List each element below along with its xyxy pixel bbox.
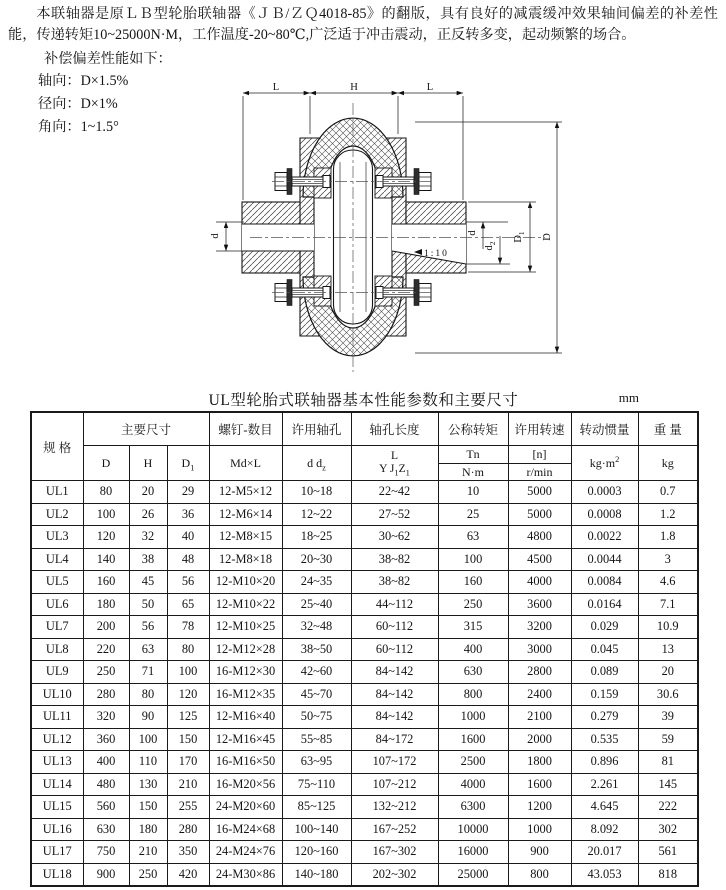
table-cell: 38	[129, 548, 167, 571]
dim-label-l-right: L	[426, 82, 434, 93]
table-cell: 818	[638, 863, 698, 886]
table-cell: 4.6	[638, 571, 698, 594]
table-cell: 400	[83, 751, 129, 774]
table-cell: UL8	[31, 638, 83, 661]
table-cell: 0.0044	[571, 548, 638, 571]
table-cell: UL16	[31, 818, 83, 841]
table-cell: 170	[167, 751, 209, 774]
table-cell: 55~85	[282, 728, 351, 751]
table-cell: 480	[83, 773, 129, 796]
table-cell: 0.089	[571, 661, 638, 684]
dim-label-d-left: d	[210, 233, 221, 239]
table-cell: 80	[129, 683, 167, 706]
table-cell: 65	[167, 593, 209, 616]
table-cell: 250	[129, 863, 167, 886]
table-cell: 400	[438, 638, 508, 661]
table-cell: 45	[129, 571, 167, 594]
table-cell: 75~110	[282, 773, 351, 796]
table-cell: 16-M12×35	[209, 683, 282, 706]
table-row	[31, 773, 698, 796]
table-cell: 1600	[508, 773, 571, 796]
spec-table	[30, 411, 699, 887]
table-cell: 32~48	[282, 616, 351, 639]
table-cell: 560	[83, 796, 129, 819]
table-cell: 38~50	[282, 638, 351, 661]
table-cell: 59	[638, 728, 698, 751]
table-cell: 130	[129, 773, 167, 796]
offset-radial: 径向：D×1%	[38, 96, 118, 112]
dim-label-d-right: d	[467, 230, 478, 236]
col-weight-unit: kg	[638, 446, 698, 481]
table-cell: 39	[638, 706, 698, 729]
table-cell: UL12	[31, 728, 83, 751]
table-cell: 81	[638, 751, 698, 774]
offset-angular: 角向：1~1.5°	[38, 119, 119, 135]
table-cell: 125	[167, 706, 209, 729]
table-cell: 20	[129, 481, 167, 504]
col-torque-sym: Tn	[438, 446, 508, 464]
table-cell: 2100	[508, 706, 571, 729]
offset-axial: 轴向：D×1.5%	[38, 73, 129, 89]
col-H: H	[129, 446, 167, 481]
dim-label-h: H	[350, 82, 358, 93]
table-cell: 30~62	[351, 526, 438, 549]
table-cell: 120~160	[282, 841, 351, 864]
table-cell: 107~212	[351, 773, 438, 796]
table-cell: 210	[167, 773, 209, 796]
table-cell: 100	[83, 503, 129, 526]
table-cell: 10	[438, 481, 508, 504]
table-cell: 0.159	[571, 683, 638, 706]
table-cell: 420	[167, 863, 209, 886]
coupling-section-drawing	[165, 78, 590, 390]
table-cell: 84~172	[351, 728, 438, 751]
table-cell: UL2	[31, 503, 83, 526]
table-cell: 0.535	[571, 728, 638, 751]
table-cell: 20~30	[282, 548, 351, 571]
table-cell: 4500	[508, 548, 571, 571]
table-cell: 25000	[438, 863, 508, 886]
table-row	[31, 661, 698, 684]
table-cell: 250	[83, 661, 129, 684]
table-cell: 16-M12×30	[209, 661, 282, 684]
table-cell: 200	[83, 616, 129, 639]
table-cell: 320	[83, 706, 129, 729]
table-cell: 150	[129, 796, 167, 819]
table-cell: 44~112	[351, 593, 438, 616]
col-inertia-unit: $kg\cdot m^2$	[571, 446, 638, 481]
table-cell: 180	[83, 593, 129, 616]
table-cell: 280	[83, 683, 129, 706]
table-cell: 29	[167, 481, 209, 504]
table-cell: 145	[638, 773, 698, 796]
table-row	[31, 593, 698, 616]
table-cell: 63	[129, 638, 167, 661]
table-cell: 12-M10×22	[209, 593, 282, 616]
table-cell: UL9	[31, 661, 83, 684]
table-cell: 12-M12×28	[209, 638, 282, 661]
table-cell: 84~142	[351, 706, 438, 729]
table-cell: 25	[438, 503, 508, 526]
table-row	[31, 481, 698, 504]
table-cell: 0.0008	[571, 503, 638, 526]
table-cell: UL17	[31, 841, 83, 864]
table-cell: 50~75	[282, 706, 351, 729]
table-header	[31, 412, 698, 481]
table-cell: 85~125	[282, 796, 351, 819]
table-cell: 20.017	[571, 841, 638, 864]
table-cell: 0.896	[571, 751, 638, 774]
table-cell: 160	[438, 571, 508, 594]
col-main-dims: 主要尺寸	[83, 412, 209, 446]
table-cell: 167~302	[351, 841, 438, 864]
table-cell: 25~40	[282, 593, 351, 616]
table-cell: 1800	[508, 751, 571, 774]
col-torque: 公称转矩	[438, 412, 508, 446]
table-cell: 2800	[508, 661, 571, 684]
table-cell: 4.645	[571, 796, 638, 819]
table-cell: 0.0164	[571, 593, 638, 616]
table-cell: 63~95	[282, 751, 351, 774]
table-cell: 140	[83, 548, 129, 571]
table-cell: 16-M16×50	[209, 751, 282, 774]
col-D1: $D_1$	[167, 446, 209, 481]
table-cell: 42~60	[282, 661, 351, 684]
table-cell: 80	[83, 481, 129, 504]
table-cell: 18~25	[282, 526, 351, 549]
col-weight: 重 量	[638, 412, 698, 446]
table-cell: UL10	[31, 683, 83, 706]
table-cell: 1000	[438, 706, 508, 729]
table-cell: 16000	[438, 841, 508, 864]
table-cell: 4800	[508, 526, 571, 549]
table-cell: 84~142	[351, 661, 438, 684]
table-cell: UL3	[31, 526, 83, 549]
table-cell: 750	[83, 841, 129, 864]
table-cell: 3600	[508, 593, 571, 616]
table-cell: UL11	[31, 706, 83, 729]
table-cell: 900	[508, 841, 571, 864]
table-cell: 107~172	[351, 751, 438, 774]
table-cell: UL1	[31, 481, 83, 504]
table-row	[31, 683, 698, 706]
table-cell: 56	[167, 571, 209, 594]
table-cell: 90	[129, 706, 167, 729]
table-cell: 0.7	[638, 481, 698, 504]
table-cell: 43.053	[571, 863, 638, 886]
table-cell: 302	[638, 818, 698, 841]
table-cell: 80	[167, 638, 209, 661]
dim-label-d-outer: D	[542, 233, 553, 241]
intro-paragraph: 本联轴器是原ＬＢ型轮胎联轴器《ＪＢ/ＺＱ4018-85》的翻版，具有良好的减震缓冲效果轴间偏差的补差性能，传递转矩10~25000N·M，工作温度-20~80℃,广泛适于冲击震动，正反转多变，起动频繁的场合。	[8, 6, 718, 43]
col-spec: 规 格	[31, 412, 83, 481]
table-cell: 3	[638, 548, 698, 571]
table-title-row	[30, 388, 697, 410]
table-cell: 10000	[438, 818, 508, 841]
table-row	[31, 841, 698, 864]
table-cell: 6300	[438, 796, 508, 819]
table-cell: 60~112	[351, 616, 438, 639]
table-cell: 2000	[508, 728, 571, 751]
dim-label-d1: $D_1$	[513, 231, 526, 243]
table-cell: 250	[438, 593, 508, 616]
table-cell: 4000	[508, 571, 571, 594]
table-cell: 0.029	[571, 616, 638, 639]
table-cell: 350	[167, 841, 209, 864]
table-cell: 2500	[438, 751, 508, 774]
table-cell: 1.2	[638, 503, 698, 526]
table-row	[31, 526, 698, 549]
table-cell: 10~18	[282, 481, 351, 504]
table-cell: 100	[129, 728, 167, 751]
table-cell: 120	[167, 683, 209, 706]
table-cell: 20	[638, 661, 698, 684]
table-cell: 24~35	[282, 571, 351, 594]
table-cell: 16-M20×56	[209, 773, 282, 796]
col-bolts: 螺钉-数目	[209, 412, 282, 446]
table-cell: 280	[167, 818, 209, 841]
table-cell: 0.279	[571, 706, 638, 729]
table-cell: 78	[167, 616, 209, 639]
offsets-heading: 补偿偏差性能如下：	[44, 51, 172, 67]
table-cell: 220	[83, 638, 129, 661]
table-cell: 315	[438, 616, 508, 639]
col-speed-sym: [n]	[508, 446, 571, 464]
table-cell: 0.0084	[571, 571, 638, 594]
table-cell: 100~140	[282, 818, 351, 841]
table-cell: 38~82	[351, 571, 438, 594]
table-cell: 84~142	[351, 683, 438, 706]
table-cell: 1600	[438, 728, 508, 751]
table-cell: 120	[83, 526, 129, 549]
table-row	[31, 548, 698, 571]
table-cell: UL4	[31, 548, 83, 571]
table-row	[31, 818, 698, 841]
table-cell: 12-M10×25	[209, 616, 282, 639]
col-torque-unit: N·m	[438, 464, 508, 481]
table-cell: 561	[638, 841, 698, 864]
table-cell: 630	[438, 661, 508, 684]
table-cell: 1.8	[638, 526, 698, 549]
table-cell: 56	[129, 616, 167, 639]
table-cell: 360	[83, 728, 129, 751]
table-cell: 63	[438, 526, 508, 549]
table-cell: 48	[167, 548, 209, 571]
table-cell: 630	[83, 818, 129, 841]
table-cell: 7.1	[638, 593, 698, 616]
table-cell: UL15	[31, 796, 83, 819]
table-cell: 10.9	[638, 616, 698, 639]
table-cell: 800	[508, 863, 571, 886]
table-cell: 2.261	[571, 773, 638, 796]
table-cell: 26	[129, 503, 167, 526]
bore-length-sym-yjz: Y $J_1Z_1$	[379, 463, 410, 478]
table-row	[31, 728, 698, 751]
table-row	[31, 706, 698, 729]
table-row	[31, 638, 698, 661]
table-cell: 30.6	[638, 683, 698, 706]
table-cell: 0.0022	[571, 526, 638, 549]
col-bore-sym: d $d_z$	[282, 446, 351, 481]
table-cell: 150	[167, 728, 209, 751]
table-cell: 12-M10×20	[209, 571, 282, 594]
table-unit: mm	[618, 390, 639, 405]
table-cell: 4000	[438, 773, 508, 796]
table-cell: 22~42	[351, 481, 438, 504]
table-cell: 12-M16×40	[209, 706, 282, 729]
table-cell: 12-M5×12	[209, 481, 282, 504]
table-cell: 1000	[508, 818, 571, 841]
table-cell: 167~252	[351, 818, 438, 841]
table-cell: 0.045	[571, 638, 638, 661]
col-bore-length-sym	[351, 446, 438, 481]
table-cell: 100	[438, 548, 508, 571]
col-bolts-sym: Md×L	[209, 446, 282, 481]
table-cell: 12-M8×18	[209, 548, 282, 571]
col-inertia: 转动惯量	[571, 412, 638, 446]
table-cell: UL18	[31, 863, 83, 886]
table-cell: 110	[129, 751, 167, 774]
table-row	[31, 863, 698, 886]
table-cell: 24-M30×86	[209, 863, 282, 886]
table-cell: 60~112	[351, 638, 438, 661]
table-cell: UL7	[31, 616, 83, 639]
table-body	[31, 481, 698, 887]
table-cell: 160	[83, 571, 129, 594]
table-cell: 45~70	[282, 683, 351, 706]
dim-label-d2: $d_2$	[484, 241, 497, 251]
table-cell: 5000	[508, 481, 571, 504]
table-row	[31, 751, 698, 774]
table-cell: 0.0003	[571, 481, 638, 504]
table-cell: 36	[167, 503, 209, 526]
table-cell: 3000	[508, 638, 571, 661]
table-cell: 255	[167, 796, 209, 819]
table-cell: 132~212	[351, 796, 438, 819]
table-cell: 202~302	[351, 863, 438, 886]
table-cell: 24-M24×76	[209, 841, 282, 864]
table-cell: 38~82	[351, 548, 438, 571]
table-cell: 13	[638, 638, 698, 661]
table-cell: 900	[83, 863, 129, 886]
table-cell: 16-M24×68	[209, 818, 282, 841]
table-cell: 12-M16×45	[209, 728, 282, 751]
table-row	[31, 796, 698, 819]
table-row	[31, 571, 698, 594]
table-cell: 40	[167, 526, 209, 549]
table-cell: 3200	[508, 616, 571, 639]
table-cell: 32	[129, 526, 167, 549]
table-cell: 8.092	[571, 818, 638, 841]
table-cell: 71	[129, 661, 167, 684]
col-D: D	[83, 446, 129, 481]
table-cell: 12-M6×14	[209, 503, 282, 526]
table-cell: 180	[129, 818, 167, 841]
table-cell: 800	[438, 683, 508, 706]
table-row	[31, 616, 698, 639]
table-cell: 12~22	[282, 503, 351, 526]
col-speed: 许用转速	[508, 412, 571, 446]
col-speed-unit: r/min	[508, 464, 571, 481]
table-cell: 210	[129, 841, 167, 864]
table-cell: 27~52	[351, 503, 438, 526]
table-cell: 5000	[508, 503, 571, 526]
table-cell: 2400	[508, 683, 571, 706]
table-cell: 12-M8×15	[209, 526, 282, 549]
bore-length-sym-l: L	[391, 450, 399, 462]
table-cell: 100	[167, 661, 209, 684]
table-cell: 50	[129, 593, 167, 616]
dim-label-l-left: L	[272, 82, 280, 93]
table-title: UL型轮胎式联轴器基本性能参数和主要尺寸	[208, 392, 519, 409]
table-cell: 24-M20×60	[209, 796, 282, 819]
table-cell: UL14	[31, 773, 83, 796]
col-bore-length: 轴孔长度	[351, 412, 438, 446]
table-cell: 222	[638, 796, 698, 819]
col-bore: 许用轴孔	[282, 412, 351, 446]
table-cell: UL6	[31, 593, 83, 616]
table-cell: 1200	[508, 796, 571, 819]
table-cell: 140~180	[282, 863, 351, 886]
taper-label: 1:10	[424, 249, 449, 259]
table-cell: UL5	[31, 571, 83, 594]
table-row	[31, 503, 698, 526]
table-cell: UL13	[31, 751, 83, 774]
